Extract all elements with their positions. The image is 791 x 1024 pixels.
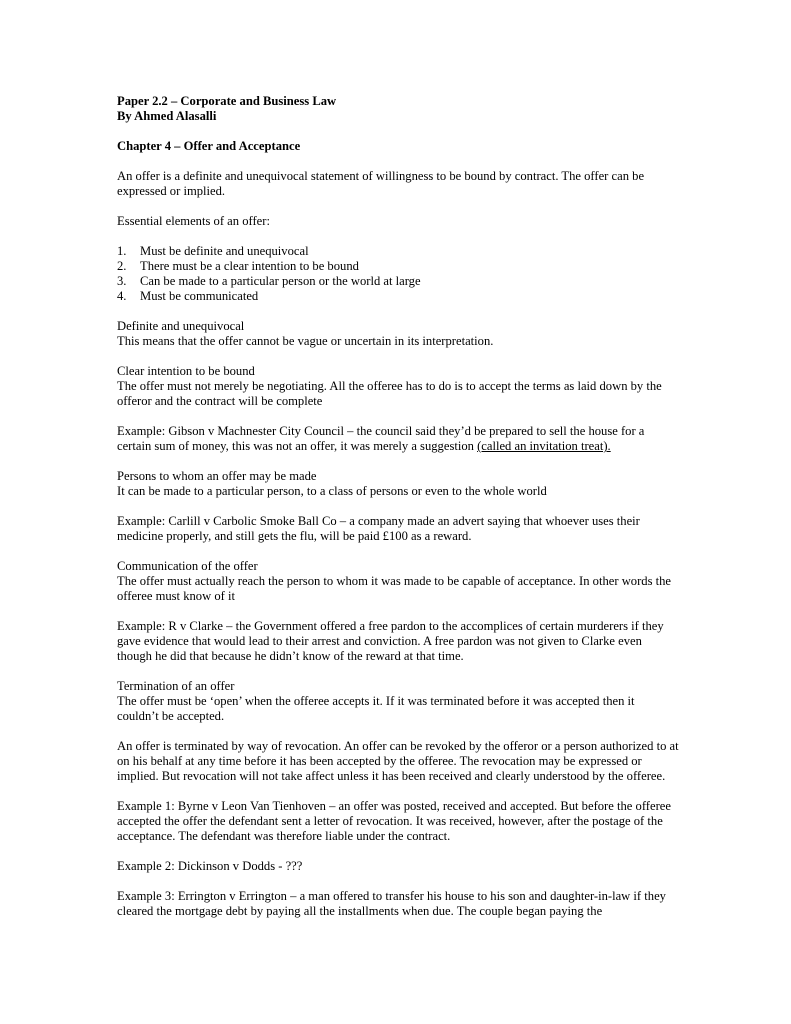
definite-heading: Definite and unequivocal [117,319,245,333]
example-gibson [117,424,679,454]
example-byrne: Example 1: Byrne v Leon Van Tienhoven – an offer was posted, received and accepted. But before the offeree accepted the offer the defendant sent a letter of revocation. It was received, however, after the postage of the acceptance. The defendant was therefore liable under the contract. [117,799,671,843]
list-text: Must be communicated [140,289,259,303]
list-number: 2. [117,259,127,273]
example-errington: Example 3: Errington v Errington – a man offered to transfer his house to his son and daughter-in-law if they cleared the mortgage debt by paying all the installments when due. The couple began paying the [117,889,666,918]
communication-text: The offer must actually reach the person to whom it was made to be capable of acceptance. In other words the offeree must know of it [117,574,672,603]
list-item [117,244,679,259]
elements-heading: Essential elements of an offer: [117,214,270,228]
chapter-title: Chapter 4 – Offer and Acceptance [117,139,301,153]
list-number: 1. [117,244,127,258]
example-dickinson: Example 2: Dickinson v Dodds - ??? [117,859,303,873]
elements-list [117,244,679,304]
list-item [117,274,679,289]
persons-text: It can be made to a particular person, to a class of persons or even to the whole world [117,484,547,498]
intention-text: The offer must not merely be negotiating. All the offeree has to do is to accept the terms as laid down by the offeror and the contract will be complete [117,379,662,408]
example-carlill: Example: Carlill v Carbolic Smoke Ball Co – a company made an advert saying that whoever uses their medicine properly, and still gets the flu, will be paid £100 as a reward. [117,514,640,543]
author-line: By Ahmed Alasalli [117,109,217,123]
list-item [117,289,679,304]
definite-text: This means that the offer cannot be vague or uncertain in its interpretation. [117,334,494,348]
list-text: There must be a clear intention to be bound [140,259,359,273]
list-number: 4. [117,289,127,303]
intro-paragraph: An offer is a definite and unequivocal statement of willingness to be bound by contract. The offer can be expressed or implied. [117,169,645,198]
invitation-treat-underlined: (called an invitation treat). [477,439,611,453]
list-item [117,259,679,274]
persons-heading: Persons to whom an offer may be made [117,469,317,483]
example-gibson-text: Example: Gibson v Machnester City Council – the council said they’d be prepared to sell the house for a certain sum of money, this was not an offer, it was merely a suggestion [117,424,645,453]
list-text: Can be made to a particular person or the world at large [140,274,421,288]
example-clarke: Example: R v Clarke – the Government offered a free pardon to the accomplices of certain murderers if they gave evidence that would lead to their arrest and conviction. A free pardon was not given to Clarke even though he did that because he didn’t know of the reward at that time. [117,619,664,663]
paper-title: Paper 2.2 – Corporate and Business Law [117,94,337,108]
termination-heading: Termination of an offer [117,679,235,693]
intention-heading: Clear intention to be bound [117,364,255,378]
list-text: Must be definite and unequivocal [140,244,309,258]
termination-text: The offer must be ‘open’ when the offeree accepts it. If it was terminated before it was accepted then it couldn’t be accepted. [117,694,635,723]
list-number: 3. [117,274,127,288]
revocation-paragraph: An offer is terminated by way of revocation. An offer can be revoked by the offeror or a person authorized to at on his behalf at any time before it has been accepted by the offeree. The revocation may be expressed or implied. But revocation will not take affect unless it has been received and clearly understood by the offeree. [117,739,679,783]
communication-heading: Communication of the offer [117,559,258,573]
